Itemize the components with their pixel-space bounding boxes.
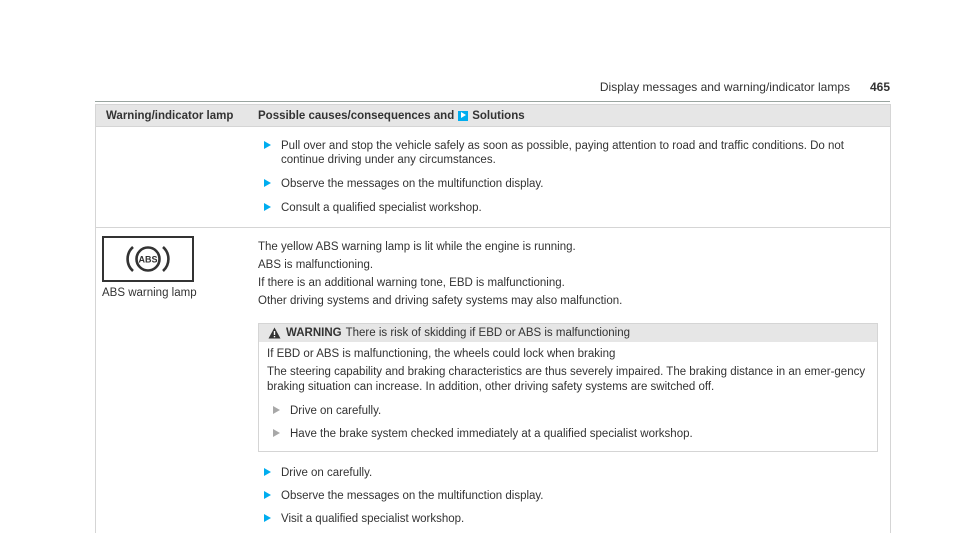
warning-body [259,342,877,451]
lamp-cell [96,228,258,533]
description-line: ABS is malfunctioning. [258,259,374,271]
list-item-text: Drive on carefully. [281,467,373,479]
list-item [258,512,880,526]
lamp-label: ABS warning lamp [102,287,197,299]
warning-triangle-icon [268,327,281,339]
list-item [267,427,869,441]
warning-header [259,324,877,342]
warning-lamp-table [95,104,891,533]
table-row [96,126,890,227]
column-heading-solutions-text: Solutions [472,109,525,122]
lamp-cell [96,127,258,227]
list-item [258,139,880,167]
bullet-triangle-icon [264,468,271,476]
list-item [258,201,880,215]
column-heading-causes [258,110,890,122]
bullet-triangle-icon [264,514,271,522]
bullet-triangle-icon [264,203,271,211]
list-item [258,489,880,503]
warning-text: The steering capability and braking characteristics are thus severely impaired. The braking distance in an emer-gency braking situation can increase. In addition, other driving safety systems are switched off. [267,366,866,393]
abs-warning-lamp-icon [102,236,194,282]
table-header [96,105,890,126]
section-title: Display messages and warning/indicator lamps [599,80,850,94]
warning-title: There is risk of skidding if EBD or ABS is malfunctioning [345,327,631,339]
description [258,234,880,309]
list-item [267,404,869,418]
list-item-text: Consult a qualified specialist workshop. [281,202,482,214]
arrow-right-icon [458,111,468,121]
list-item-text: Drive on carefully. [290,405,382,417]
list-item-text: Visit a qualified specialist workshop. [281,513,465,525]
abs-symbol-text: ABS [138,254,158,265]
list-item-text: Observe the messages on the multifunction display. [281,490,544,502]
warning-box [258,323,878,452]
causes-cell [258,127,890,227]
list-item [258,466,880,480]
warning-label: WARNING [286,327,342,339]
causes-cell [258,228,890,533]
list-item-text: Observe the messages on the multifunction display. [281,178,544,190]
table-row [96,227,890,533]
warning-text: If EBD or ABS is malfunctioning, the wheels could lock when braking [267,348,616,360]
column-heading-lamp: Warning/indicator lamp [106,109,234,122]
list-item [258,177,880,191]
bullet-triangle-icon [264,179,271,187]
description-line: Other driving systems and driving safety systems may also malfunction. [258,295,623,307]
page-number: 465 [869,80,890,94]
bullet-triangle-icon [273,406,280,414]
abs-symbol [122,242,174,276]
list-item-text: Have the brake system checked immediately at a qualified specialist workshop. [290,428,693,440]
column-heading-causes-text: Possible causes/consequences and [258,109,455,122]
list-item-text: Pull over and stop the vehicle safely as soon as possible, paying attention to road and traffic conditions. Do not continue driving under any circumstances. [281,140,844,166]
bullet-triangle-icon [273,429,280,437]
description-line: The yellow ABS warning lamp is lit while the engine is running. [258,241,576,253]
bullet-triangle-icon [264,141,271,149]
page-header [95,80,890,102]
bullet-triangle-icon [264,491,271,499]
description-line: If there is an additional warning tone, EBD is malfunctioning. [258,277,565,289]
